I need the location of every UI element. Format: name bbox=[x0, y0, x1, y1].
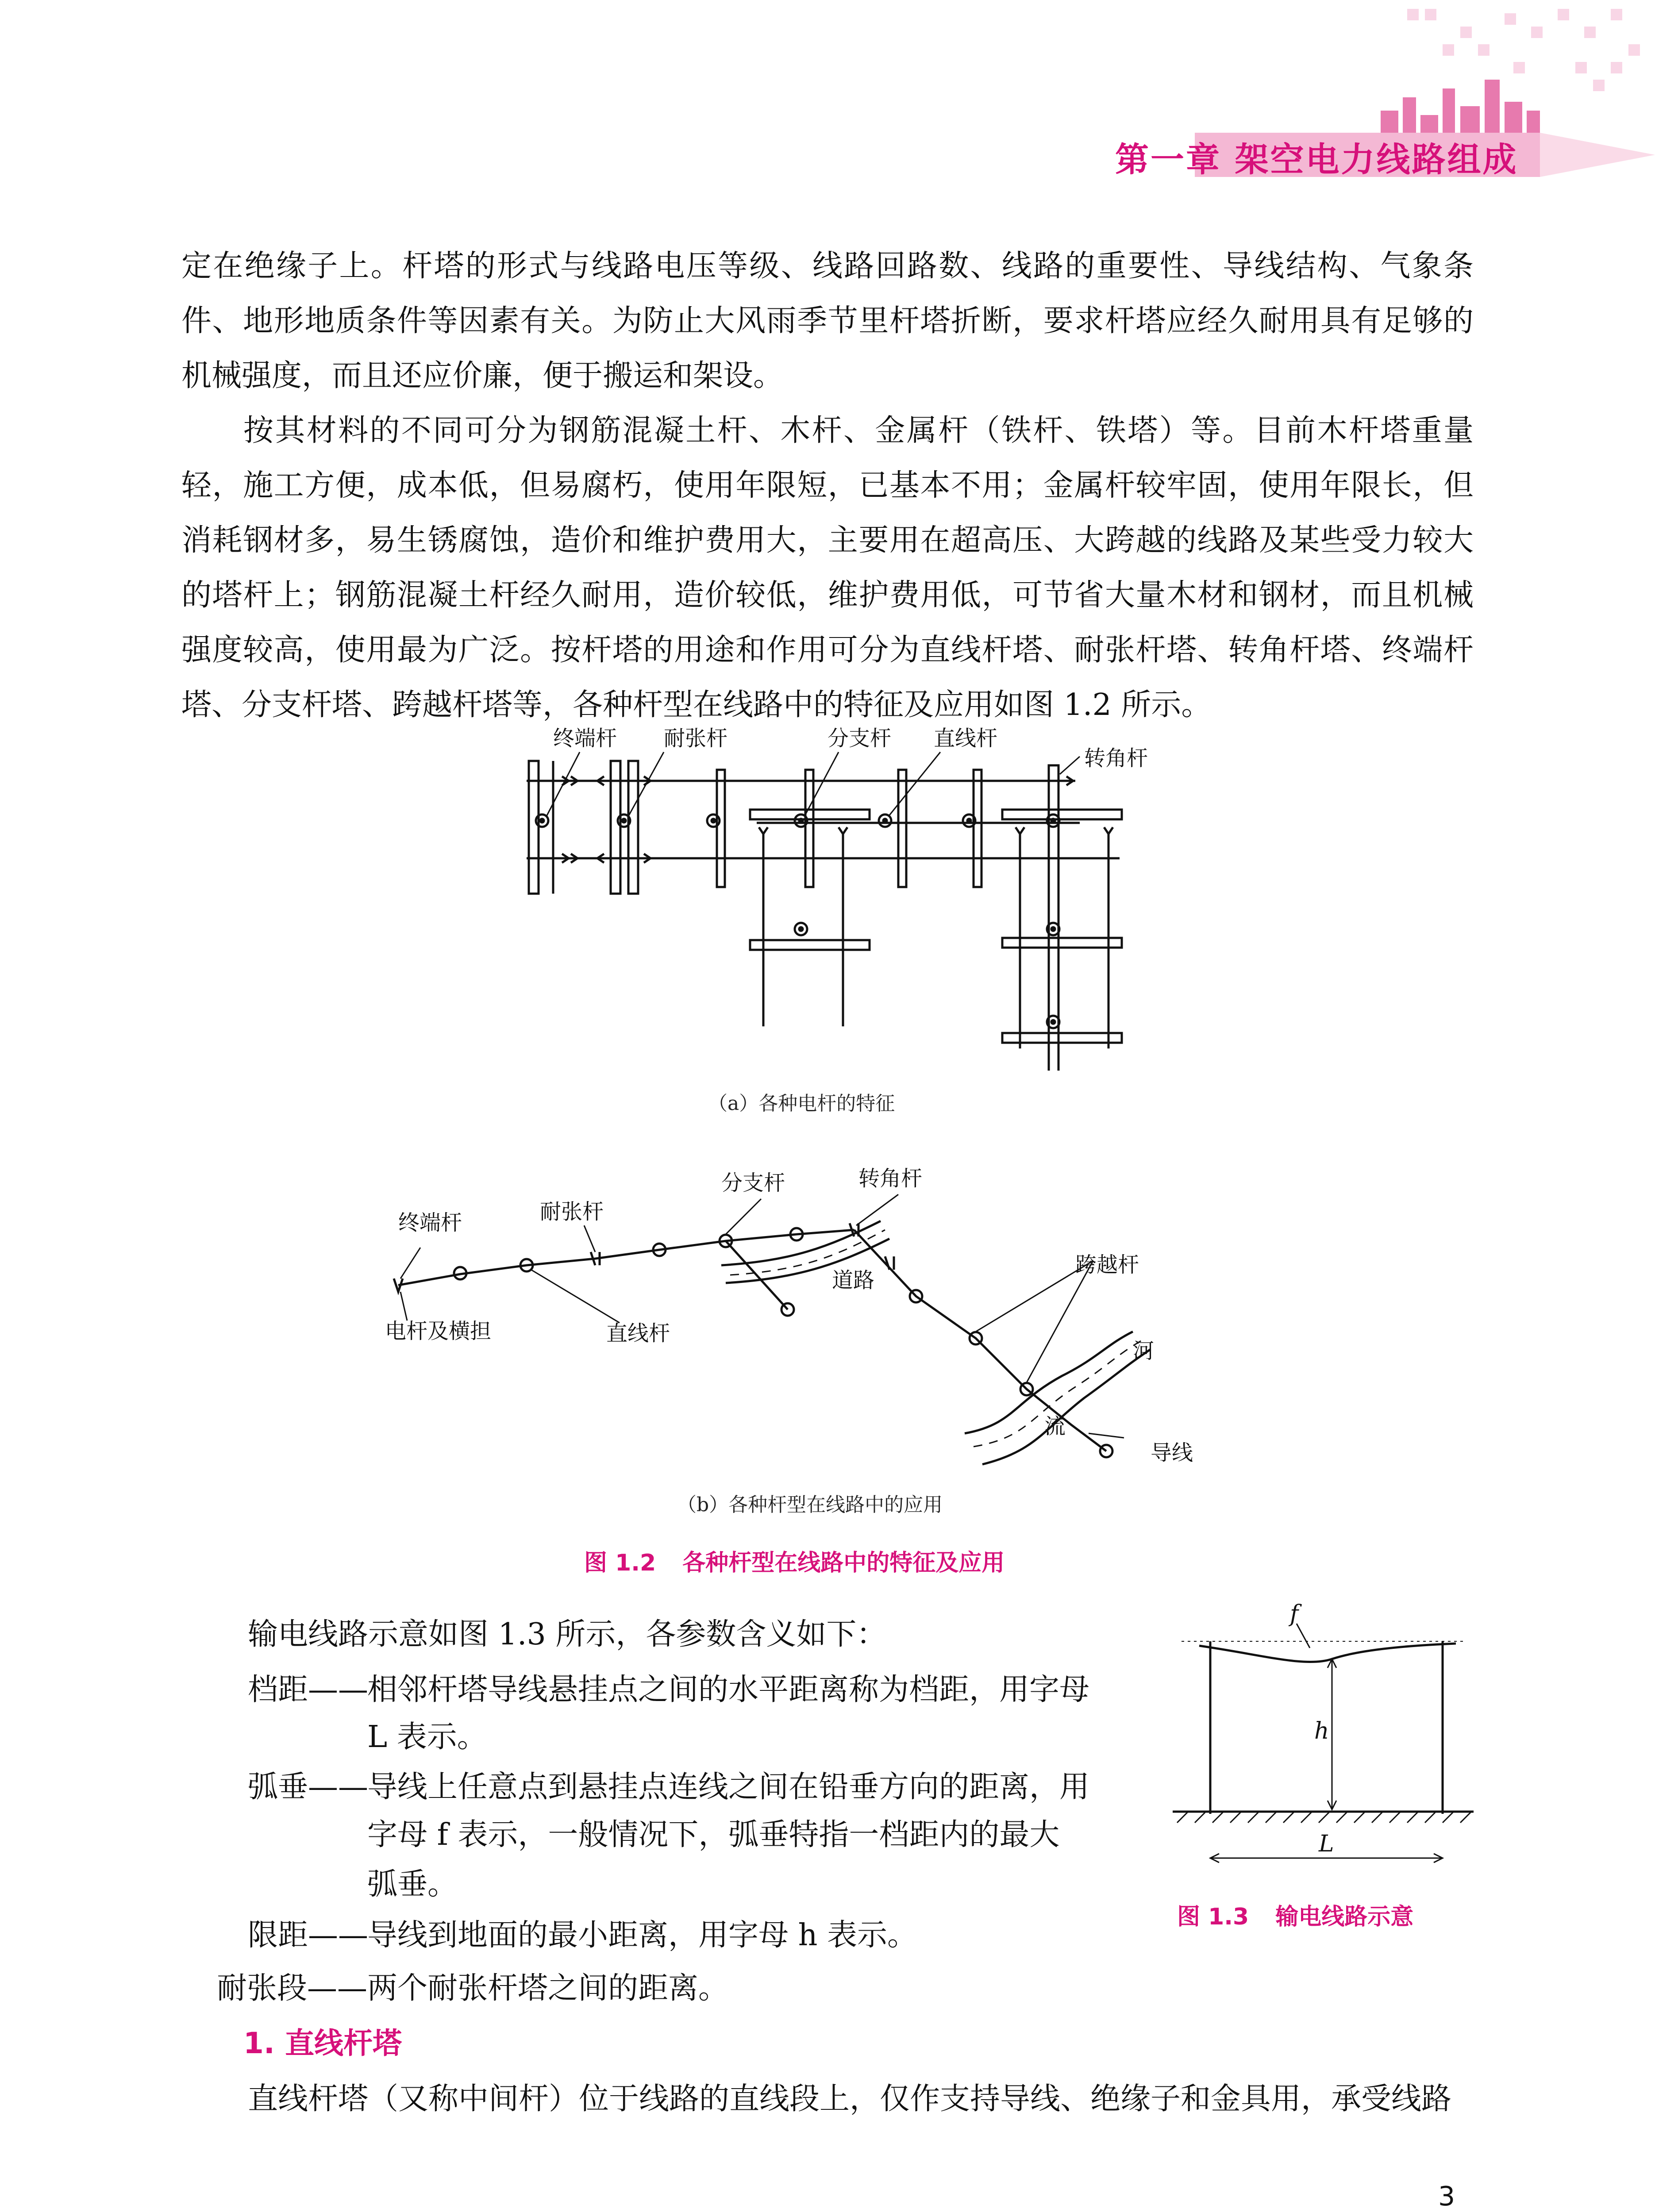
figure-1-2a-caption: （a）各种电杆的特征 bbox=[708, 1092, 895, 1115]
section-heading: 1. 直线杆塔 bbox=[243, 2026, 402, 2060]
def-sag-line-2: 字母 f 表示，一般情况下，弧垂特指一档距内的最大 bbox=[367, 1817, 1060, 1852]
b-label-pole-crossarm: 电杆及横担 bbox=[385, 1319, 492, 1344]
b-label-river-1: 河 bbox=[1133, 1339, 1155, 1363]
term-span: 档距—— bbox=[248, 1672, 369, 1707]
b-label-corner-pole: 转角杆 bbox=[858, 1166, 923, 1191]
figure-1-2-caption bbox=[584, 1544, 1005, 1577]
def-span-line-1: 相邻杆塔导线悬挂点之间的水平距离称为档距，用字母 bbox=[367, 1672, 1090, 1707]
figure-1-2b-caption: （b）各种杆型在线路中的应用 bbox=[677, 1494, 943, 1516]
b-label-river-2: 流 bbox=[1044, 1414, 1066, 1439]
b-label-branch-pole: 分支杆 bbox=[721, 1171, 785, 1195]
b-label-terminal-pole: 终端杆 bbox=[398, 1210, 462, 1235]
term-sag: 弧垂—— bbox=[248, 1770, 369, 1805]
label-branch-pole: 分支杆 bbox=[828, 726, 892, 751]
figure-1-3-diagram bbox=[1173, 1593, 1474, 1885]
label-straight-pole: 直线杆 bbox=[934, 726, 998, 751]
b-label-road: 道路 bbox=[832, 1268, 875, 1293]
body-text bbox=[181, 239, 1474, 733]
label-tension-pole: 耐张杆 bbox=[664, 726, 728, 751]
term-clearance: 限距—— bbox=[248, 1918, 369, 1953]
figure-1-2b-diagram bbox=[372, 1159, 1301, 1478]
label-terminal-pole: 终端杆 bbox=[553, 726, 617, 751]
paragraph-1: 定在绝缘子上。杆塔的形式与线路电压等级、线路回路数、线路的重要性、导线结构、气象条件、地形地质条件等因素有关。为防止大风雨季节里杆塔折断，要求杆塔应经久耐用具有足够的机械强度，而且还应价廉，便于搬运和架设。 bbox=[181, 249, 1474, 393]
fig13-label-h: h bbox=[1314, 1718, 1329, 1744]
paragraph-2: 按其材料的不同可分为钢筋混凝土杆、木杆、金属杆（铁杆、铁塔）等。目前木杆塔重量轻，施工方便，成本低，但易腐朽，使用年限短，已基本不用；金属杆较牢固，使用年限长，但消耗钢材多，易生锈腐蚀，造价和维护费用大，主要用在超高压、大跨越的线路及某些受力较大的塔杆上；钢筋混凝土杆经久耐用，造价较低，维护费用低，可节省大量木材和钢材，而且机械强度较高，使用最为广泛。按杆塔的用途和作用可分为直线杆塔、耐张杆塔、转角杆塔、终端杆塔、分支杆塔、跨越杆塔等，各种杆型在线路中的特征及应用如图 1.2 所示。 bbox=[181, 413, 1474, 722]
def-clearance-line-1: 导线到地面的最小距离，用字母 h 表示。 bbox=[367, 1918, 918, 1953]
fig13-label-L: L bbox=[1319, 1831, 1334, 1857]
fig13-label-f: f bbox=[1290, 1601, 1299, 1627]
section-text: 直线杆塔（又称中间杆）位于线路的直线段上，仅作支持导线、绝缘子和金具用，承受线路 bbox=[248, 2081, 1452, 2116]
figure-1-2-title: 各种杆型在线路中的特征及应用 bbox=[682, 1550, 1005, 1576]
figure-1-3-title: 输电线路示意 bbox=[1275, 1904, 1414, 1930]
def-sag-line-3: 弧垂。 bbox=[367, 1867, 458, 1902]
def-tension-section-line-1: 两个耐张杆塔之间的距离。 bbox=[367, 1971, 729, 2006]
chapter-title: 第一章 架空电力线路组成 bbox=[1115, 140, 1518, 179]
label-corner-pole: 转角杆 bbox=[1084, 746, 1148, 771]
b-label-tension-pole: 耐张杆 bbox=[540, 1199, 604, 1224]
term-tension-section: 耐张段—— bbox=[217, 1971, 368, 2006]
figure-1-2-number: 图 1.2 bbox=[584, 1550, 656, 1576]
b-label-crossing-pole: 跨越杆 bbox=[1075, 1252, 1139, 1277]
figure-1-2a-diagram bbox=[509, 708, 1173, 1071]
page-number: 3 bbox=[1438, 2181, 1455, 2212]
def-span-line-2: L 表示。 bbox=[367, 1720, 487, 1755]
figure-1-3-caption bbox=[1177, 1898, 1413, 1931]
figure-1-3-number: 图 1.3 bbox=[1177, 1904, 1249, 1930]
b-label-conductor: 导线 bbox=[1151, 1440, 1193, 1465]
defs-intro: 输电线路示意如图 1.3 所示，各参数含义如下： bbox=[248, 1617, 887, 1652]
def-sag-line-1: 导线上任意点到悬挂点连线之间在铅垂方向的距离，用 bbox=[367, 1770, 1090, 1805]
b-label-straight-pole: 直线杆 bbox=[606, 1321, 670, 1346]
